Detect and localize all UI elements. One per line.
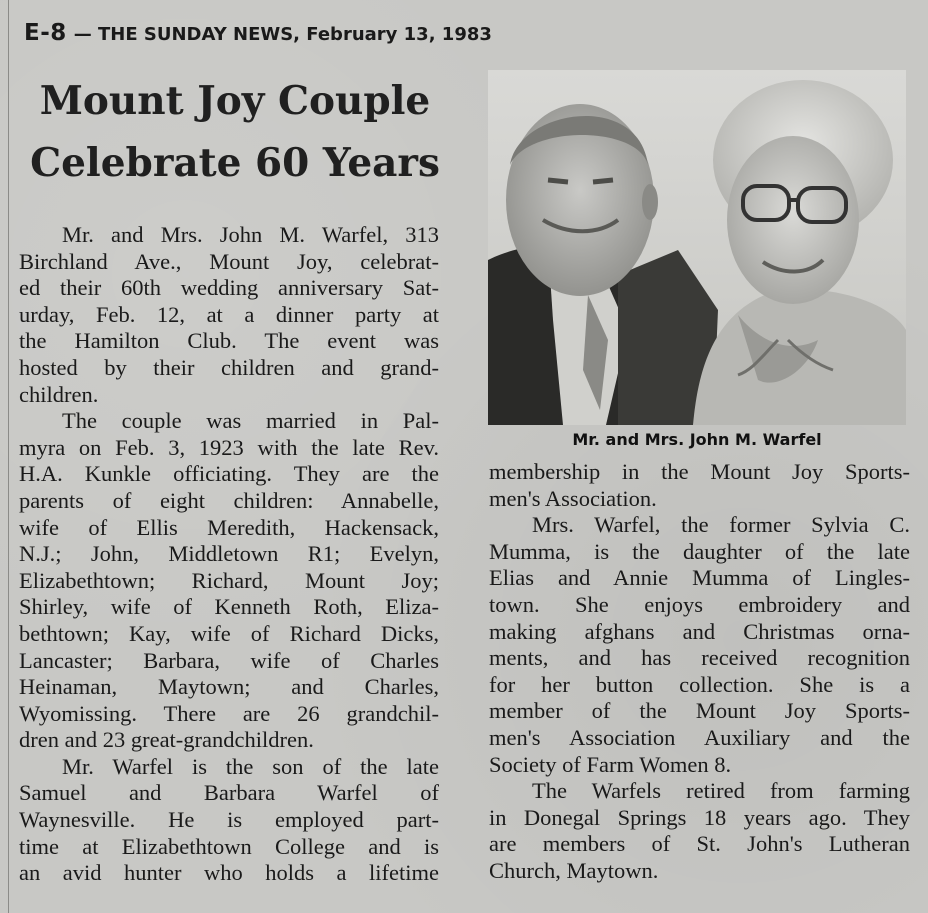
article-line: are members of St. John's Lutheran <box>489 831 910 857</box>
article-line: Birchland Ave., Mount Joy, celebrat- <box>19 248 439 274</box>
article-line: H.A. Kunkle officiating. They are the <box>19 461 439 487</box>
article-line: Elizabethtown; Richard, Mount Joy; <box>19 567 439 593</box>
publication-line: — THE SUNDAY NEWS, February 13, 1983 <box>73 24 492 45</box>
article-line: Mumma, is the daughter of the late <box>489 538 910 564</box>
article-line: myra on Feb. 3, 1923 with the late Rev. <box>19 434 439 460</box>
article-line: Elias and Annie Mumma of Lingles- <box>489 565 910 591</box>
masthead <box>24 20 492 46</box>
article-column-left <box>19 222 439 887</box>
article-line: time at Elizabethtown College and is <box>19 833 439 859</box>
article-line: wife of Ellis Meredith, Hackensack, <box>19 514 439 540</box>
article-line: dren and 23 great-grandchildren. <box>19 727 314 753</box>
article-line: Mr. Warfel is the son of the late <box>62 753 439 779</box>
article-line: town. She enjoys embroidery and <box>489 591 910 617</box>
column-rule <box>8 0 9 913</box>
article-line: the Hamilton Club. The event was <box>19 328 439 354</box>
article-line: Society of Farm Women 8. <box>489 751 732 777</box>
article-line: hosted by their children and grand- <box>19 354 439 380</box>
article-line: membership in the Mount Joy Sports- <box>489 459 910 484</box>
article-line: ments, and has received recognition <box>489 645 910 671</box>
article-line: bethtown; Kay, wife of Richard Dicks, <box>19 620 439 646</box>
article-column-right <box>489 459 910 885</box>
article-line: Mr. and Mrs. John M. Warfel, 313 <box>62 222 439 247</box>
article-line: Lancaster; Barbara, wife of Charles <box>19 647 439 673</box>
article-line: Shirley, wife of Kenneth Roth, Eliza- <box>19 594 439 620</box>
article-line: Church, Maytown. <box>489 857 659 883</box>
article-line: in Donegal Springs 18 years ago. They <box>489 804 910 830</box>
couple-photo <box>488 70 906 425</box>
article-line: children. <box>19 381 99 407</box>
article-line: Waynesville. He is employed part- <box>19 807 439 833</box>
article-line: Heinaman, Maytown; and Charles, <box>19 674 439 700</box>
article-line: Mrs. Warfel, the former Sylvia C. <box>532 512 910 538</box>
article-line: ed their 60th wedding anniversary Sat- <box>19 275 439 301</box>
page-number: E-8 <box>24 20 67 46</box>
article-line: for her button collection. She is a <box>489 671 910 697</box>
article-line: The Warfels retired from farming <box>532 778 910 804</box>
couple-photo-image <box>488 70 906 425</box>
article-line: parents of eight children: Annabelle, <box>19 487 439 513</box>
article-line: The couple was married in Pal- <box>62 408 439 434</box>
article-line: making afghans and Christmas orna- <box>489 618 910 644</box>
photo-caption: Mr. and Mrs. John M. Warfel <box>572 430 822 449</box>
headline-line-1: Mount Joy Couple <box>39 78 431 124</box>
article-line: urday, Feb. 12, at a dinner party at <box>19 301 439 327</box>
article-line: Wyomissing. There are 26 grandchil- <box>19 700 439 726</box>
article-line: N.J.; John, Middletown R1; Evelyn, <box>19 541 439 567</box>
headline <box>20 70 450 194</box>
article-line: an avid hunter who holds a lifetime <box>19 860 439 886</box>
article-line: men's Association Auxiliary and the <box>489 724 910 750</box>
headline-line-2: Celebrate 60 Years <box>30 140 440 186</box>
article-line: men's Association. <box>489 485 657 511</box>
article-line: Samuel and Barbara Warfel of <box>19 780 439 806</box>
article-line: member of the Mount Joy Sports- <box>489 698 910 724</box>
